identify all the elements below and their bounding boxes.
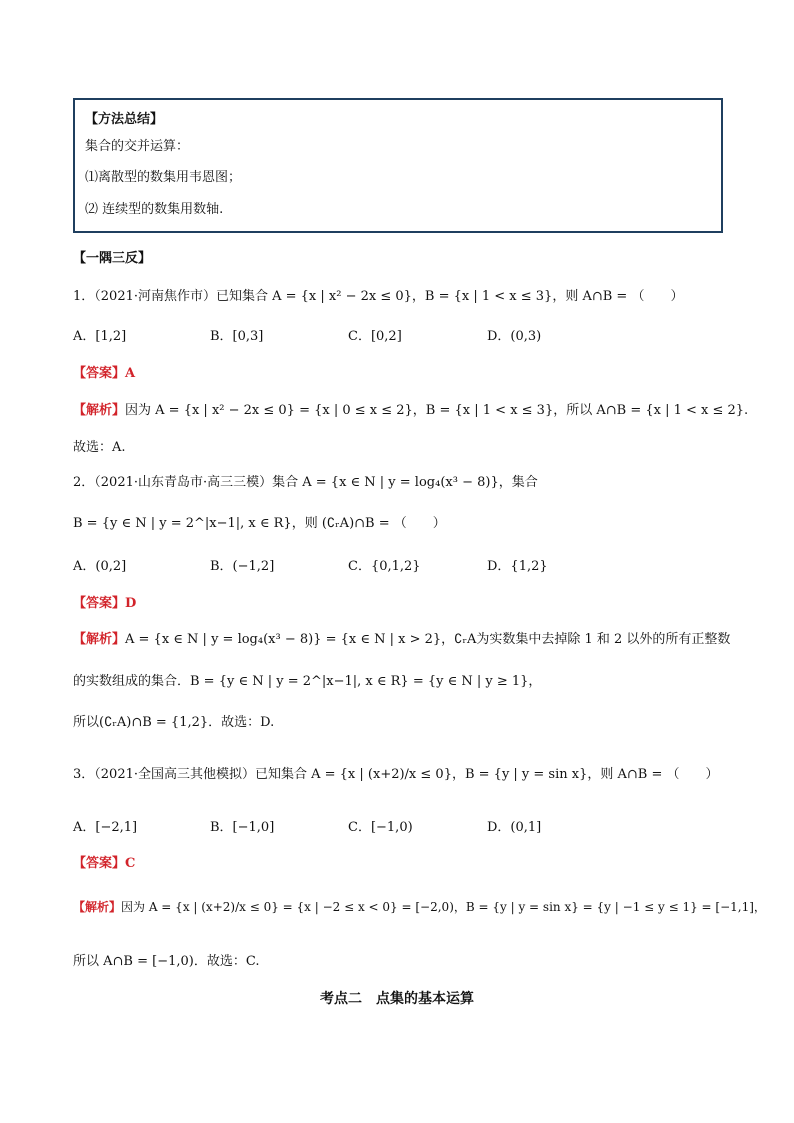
question-2-stem-line-2: B = {y ∈ N | y = 2^|x−1|, x ∈ R}，则 (∁ᵣA)∩B = （ ） xyxy=(73,516,446,531)
analysis-label: 【解析】 xyxy=(73,632,126,647)
question-2-option-a: A．(0,2] xyxy=(73,559,127,574)
question-1-option-a: A．[1,2] xyxy=(73,329,127,344)
question-1-answer xyxy=(73,362,135,381)
analysis-text: A = {x ∈ N | y = log₄(x³ − 8)} = {x ∈ N | x > 2}，∁ᵣA为实数集中去掉除 1 和 2 以外的所有正整数 xyxy=(125,632,731,647)
question-2-analysis-line-3: 所以(∁ᵣA)∩B = {1,2}．故选：D. xyxy=(73,715,275,730)
answer-label: 【答案】 xyxy=(73,366,126,381)
answer-value: D xyxy=(125,596,137,611)
question-2-analysis xyxy=(73,628,730,647)
question-3-stem: 3．（2021·全国高三其他模拟）已知集合 A = {x | (x+2)/x ≤ 0}，B = {y | y = sin x}，则 A∩B = （ ） xyxy=(73,767,719,782)
analysis-text: 因为 A = {x | (x+2)/x ≤ 0} = {x | −2 ≤ x < 0} = [−2,0)，B = {y | y = sin x} = {y | −1 ≤ y ≤ 1} = [−1,1]， xyxy=(121,900,766,914)
question-3-option-b: B．[−1,0] xyxy=(210,820,275,835)
question-2-analysis-line-2: 的实数组成的集合．B = {y ∈ N | y = 2^|x−1|, x ∈ R} = {y ∈ N | y ≥ 1}， xyxy=(73,674,542,689)
section-heading: 【一隅三反】 xyxy=(73,251,152,266)
question-1-conclusion: 故选：A. xyxy=(73,440,126,455)
summary-title: 【方法总结】 xyxy=(85,112,164,127)
question-2-stem-line-1: 2．（2021·山东青岛市·高三三模）集合 A = {x ∈ N | y = log₄(x³ − 8)}，集合 xyxy=(73,475,538,490)
analysis-label: 【解析】 xyxy=(73,900,122,914)
question-1-option-c: C．[0,2] xyxy=(348,329,402,344)
question-2-answer xyxy=(73,592,136,611)
question-2-option-c: C．{0,1,2} xyxy=(348,559,421,574)
answer-label: 【答案】 xyxy=(73,596,126,611)
question-3-option-a: A．[−2,1] xyxy=(73,820,138,835)
question-1-option-d: D．(0,3) xyxy=(487,329,542,344)
question-1-stem: 1．（2021·河南焦作市）已知集合 A = {x | x² − 2x ≤ 0}，B = {x | 1 < x ≤ 3}，则 A∩B = （ ） xyxy=(73,289,684,304)
answer-label: 【答案】 xyxy=(73,856,126,871)
answer-value: A xyxy=(125,366,136,381)
next-section-title: 考点二 点集的基本运算 xyxy=(320,991,474,1007)
question-1-analysis xyxy=(73,399,748,418)
answer-value: C xyxy=(125,856,136,871)
question-3-answer xyxy=(73,852,135,871)
question-3-option-c: C．[−1,0) xyxy=(348,820,413,835)
summary-line-1: 集合的交并运算： xyxy=(85,139,190,154)
summary-line-3: ⑵ 连续型的数集用数轴. xyxy=(85,202,224,217)
question-1-option-b: B．[0,3] xyxy=(210,329,264,344)
question-3-analysis xyxy=(73,898,766,915)
question-3-analysis-line-2: 所以 A∩B = [−1,0)．故选：C. xyxy=(73,954,260,969)
summary-line-2: ⑴离散型的数集用韦恩图； xyxy=(85,170,242,185)
method-summary-box xyxy=(73,98,723,233)
question-3-option-d: D．(0,1] xyxy=(487,820,542,835)
analysis-label: 【解析】 xyxy=(73,403,126,418)
question-2-option-d: D．{1,2} xyxy=(487,559,548,574)
question-2-option-b: B．(−1,2] xyxy=(210,559,275,574)
analysis-text: 因为 A = {x | x² − 2x ≤ 0} = {x | 0 ≤ x ≤ 2}，B = {x | 1 < x ≤ 3}，所以 A∩B = {x | 1 < x ≤ 2}. xyxy=(125,403,749,418)
